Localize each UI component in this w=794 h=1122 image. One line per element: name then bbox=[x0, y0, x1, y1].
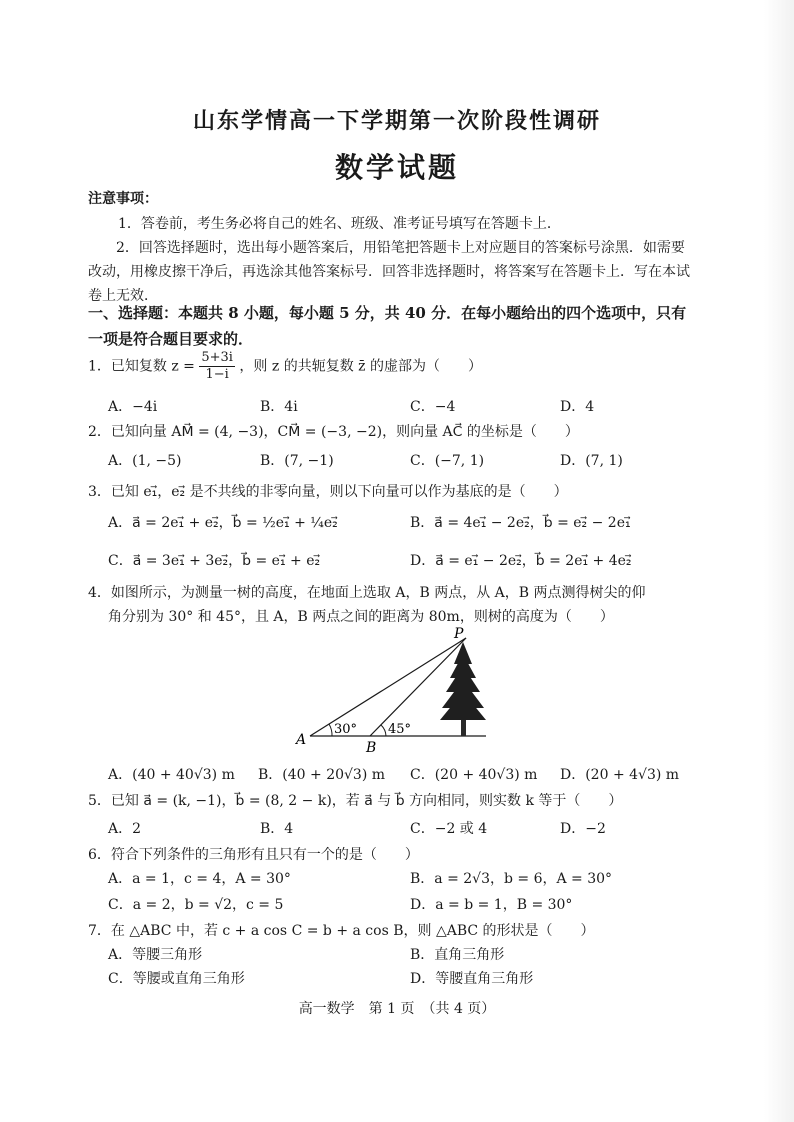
q2-option-d: D．(7, 1) bbox=[560, 453, 623, 469]
q7-option-c: C．等腰或直角三角形 bbox=[108, 971, 245, 987]
q6-option-c: C．a = 2，b = √2，c = 5 bbox=[108, 897, 284, 913]
exam-title: 山东学情高一下学期第一次阶段性调研 bbox=[192, 108, 601, 134]
q4-options bbox=[108, 764, 708, 788]
q1-option-a: A．−4i bbox=[108, 399, 158, 415]
tree-icon bbox=[440, 642, 486, 720]
question-7: 7．在 △ABC 中，若 c + a cos C = b + a cos B，则 △ABC 的形状是（ ） bbox=[88, 923, 595, 939]
q3-option-b: B．a⃗ = 4e₁⃗ − 2e₂⃗，b⃗ = e₂⃗ − 2e₁⃗ bbox=[410, 515, 631, 531]
q5-options bbox=[108, 818, 708, 842]
angle-arc-a bbox=[329, 724, 332, 736]
note-item-1: 1．答卷前，考生务必将自己的姓名、班级、准考证号填写在答题卡上． bbox=[118, 216, 561, 232]
question-4-line-2: 角分别为 30° 和 45°，且 A，B 两点之间的距离为 80m，则树的高度为（ ） bbox=[108, 609, 614, 625]
q1-option-c: C．−4 bbox=[410, 399, 456, 415]
question-1 bbox=[88, 350, 698, 386]
q7-option-a: A．等腰三角形 bbox=[108, 947, 203, 963]
question-2: 2．已知向量 AM⃗ = (4, −3)，CM⃗ = (−3, −2)，则向量 AC⃗ 的坐标是（ ） bbox=[88, 424, 579, 440]
q7-options-row1 bbox=[108, 944, 708, 968]
q3-options-row2 bbox=[108, 550, 708, 574]
q3-option-a: A．a⃗ = 2e₁⃗ + e₂⃗，b⃗ = ½e₁⃗ + ¼e₂⃗ bbox=[108, 515, 338, 531]
q2-option-b: B．(7, −1) bbox=[260, 453, 334, 469]
q1-stem-post: ，则 z 的共轭复数 z̄ 的虚部为（ ） bbox=[239, 358, 482, 375]
tree-height-figure bbox=[290, 626, 500, 756]
q6-options-row2 bbox=[108, 894, 708, 918]
exam-subject-title: 数学试题 bbox=[334, 151, 459, 184]
question-6: 6．符合下列条件的三角形有且只有一个的是（ ） bbox=[88, 847, 419, 863]
q2-option-a: A．(1, −5) bbox=[108, 453, 182, 469]
question-5: 5．已知 a⃗ = (k, −1)，b⃗ = (8, 2 − k)，若 a⃗ 与 b⃗ 方向相同，则实数 k 等于（ ） bbox=[88, 793, 623, 809]
q2-option-c: C．(−7, 1) bbox=[410, 453, 485, 469]
label-a: A bbox=[296, 732, 307, 748]
notes-heading: 注意事项： bbox=[88, 191, 158, 207]
q1-options bbox=[108, 396, 708, 420]
q6-options-row1 bbox=[108, 868, 708, 892]
q3-option-d: D．a⃗ = e₁⃗ − 2e₂⃗，b⃗ = 2e₁⃗ + 4e₂⃗ bbox=[410, 553, 632, 569]
scan-shadow bbox=[764, 0, 794, 1122]
q5-option-a: A．2 bbox=[108, 821, 142, 837]
q5-option-b: B．4 bbox=[260, 821, 294, 837]
q7-options-row2 bbox=[108, 968, 708, 992]
q5-option-c: C．−2 或 4 bbox=[410, 821, 488, 837]
q6-option-b: B．a = 2√3，b = 6，A = 30° bbox=[410, 871, 613, 887]
q6-option-a: A．a = 1，c = 4，A = 30° bbox=[108, 871, 291, 887]
q1-stem-pre: 1．已知复数 z = bbox=[88, 358, 195, 375]
label-b: B bbox=[366, 740, 377, 756]
q1-option-b: B．4i bbox=[260, 399, 298, 415]
question-4-line-1: 4．如图所示，为测量一树的高度，在地面上选取 A，B 两点，从 A，B 两点测得树尖的仰 bbox=[88, 585, 646, 601]
q3-option-c: C．a⃗ = 3e₁⃗ + 3e₂⃗，b⃗ = e₁⃗ + e₂⃗ bbox=[108, 553, 321, 569]
q4-option-d: D．(20 + 4√3) m bbox=[560, 767, 680, 783]
angle-label-30: 30° bbox=[334, 722, 358, 737]
q1-frac-denominator: 1−i bbox=[205, 367, 229, 382]
question-3: 3．已知 e₁⃗，e₂⃗ 是不共线的非零向量，则以下向量可以作为基底的是（ ） bbox=[88, 484, 568, 500]
angle-arc-b bbox=[381, 725, 386, 736]
q5-option-d: D．−2 bbox=[560, 821, 606, 837]
q6-option-d: D．a = b = 1，B = 30° bbox=[410, 897, 573, 913]
q3-options-row1 bbox=[108, 512, 708, 536]
section-1-heading: 一、选择题：本题共 8 小题，每小题 5 分，共 40 分．在每小题给出的四个选项中，只有一项是符合题目要求的． bbox=[88, 304, 687, 348]
q1-fraction bbox=[199, 350, 235, 383]
label-p: P bbox=[454, 626, 464, 642]
note-item-2: 2．回答选择题时，选出每小题答案后，用铅笔把答题卡上对应题目的答案标号涂黑．如需要改动，用橡皮擦干净后，再选涂其他答案标号．回答非选择题时，将答案写在答题卡上．写在本试卷上无效． bbox=[88, 240, 690, 304]
q4-option-b: B．(40 + 20√3) m bbox=[258, 767, 386, 783]
angle-label-45: 45° bbox=[388, 722, 412, 737]
q4-option-c: C．(20 + 40√3) m bbox=[410, 767, 538, 783]
q2-options bbox=[108, 450, 708, 474]
q1-frac-numerator: 5+3i bbox=[201, 350, 233, 365]
page-footer: 高一数学 第 1 页 （共 4 页） bbox=[298, 1001, 496, 1017]
q7-option-d: D．等腰直角三角形 bbox=[410, 971, 534, 987]
q4-option-a: A．(40 + 40√3) m bbox=[108, 767, 235, 783]
q1-option-d: D．4 bbox=[560, 399, 595, 415]
q7-option-b: B．直角三角形 bbox=[410, 947, 505, 963]
